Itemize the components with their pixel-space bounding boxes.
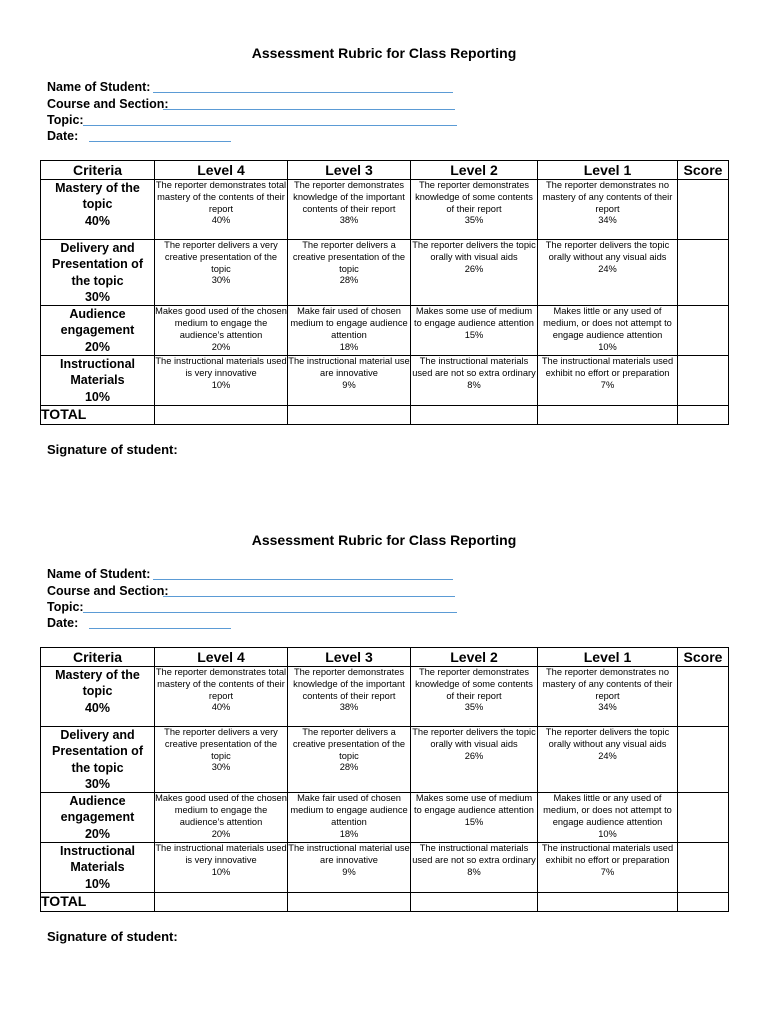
total-label: TOTAL (41, 406, 155, 425)
level-percent: 20% (211, 341, 231, 352)
column-header-criteria: Criteria (41, 648, 155, 667)
column-header-level-4: Level 4 (155, 161, 288, 180)
level-description: The reporter demonstrates no mastery of any contents of their report (542, 180, 673, 214)
rubric-form-1 (0, 44, 768, 474)
rubric-table (40, 647, 729, 912)
criteria-text: engagement (60, 323, 135, 338)
level-cell (155, 180, 288, 240)
level-description: The reporter demonstrates knowledge of the important contents of their report (293, 667, 405, 701)
field-label: Course and Section: (47, 584, 169, 598)
score-cell[interactable] (678, 356, 729, 406)
level-description: The instructional materials used are not so extra ordinary (412, 843, 536, 865)
level-percent: 9% (342, 866, 356, 877)
level-description: The reporter demonstrates knowledge of some contents of their report (415, 180, 533, 214)
criteria-weight: 40% (84, 700, 111, 715)
level-percent: 26% (464, 263, 484, 274)
level-percent: 18% (339, 341, 359, 352)
column-header-score: Score (678, 648, 729, 667)
level-percent: 28% (339, 762, 359, 773)
level-percent: 38% (339, 215, 359, 226)
field-course-and-section (47, 96, 169, 112)
score-cell[interactable] (678, 843, 729, 893)
total-cell[interactable] (288, 406, 411, 425)
level-description: Make fair used of chosen medium to engage audience attention (290, 306, 408, 340)
level-percent: 8% (467, 379, 481, 390)
criteria-cell (41, 240, 155, 306)
total-score-cell[interactable] (678, 406, 729, 425)
level-cell (538, 843, 678, 893)
total-cell[interactable] (411, 406, 538, 425)
level-cell (288, 180, 411, 240)
criteria-weight: 20% (84, 339, 111, 354)
level-percent: 24% (598, 263, 617, 274)
level-description: The instructional materials used are not so extra ordinary (412, 356, 536, 378)
level-description: The reporter delivers a very creative presentation of the topic (164, 240, 278, 274)
level-percent: 10% (211, 379, 231, 390)
level-percent: 38% (339, 702, 359, 713)
level-description: Makes good used of the chosen medium to engage the audience’s attention (155, 793, 287, 827)
criteria-text: Instructional (59, 357, 135, 372)
level-percent: 15% (464, 329, 484, 340)
level-description: The instructional materials used exhibit no effort or preparation (541, 356, 674, 378)
name-of-student-blank[interactable] (153, 92, 453, 93)
level-description: The reporter delivers the topic orally with visual aids (412, 727, 536, 749)
field-topic (47, 112, 84, 128)
level-cell (288, 306, 411, 356)
level-cell (411, 727, 538, 793)
field-name-of-student (47, 566, 150, 582)
criteria-weight: 30% (84, 776, 111, 791)
total-cell[interactable] (538, 406, 678, 425)
field-label: Course and Section: (47, 97, 169, 111)
level-description: Make fair used of chosen medium to engage audience attention (290, 793, 408, 827)
score-cell[interactable] (678, 240, 729, 306)
level-percent: 10% (598, 828, 617, 839)
rubric-form-2 (0, 531, 768, 961)
criteria-cell (41, 356, 155, 406)
criteria-text: topic (82, 684, 113, 699)
level-percent: 9% (342, 379, 356, 390)
signature-label: Signature of student: (47, 929, 178, 944)
level-description: The reporter delivers the topic orally with visual aids (412, 240, 536, 262)
table-row (41, 356, 729, 406)
level-percent: 35% (464, 702, 484, 713)
table-row (41, 793, 729, 843)
page-title: Assessment Rubric for Class Reporting (251, 532, 517, 548)
level-percent: 40% (211, 215, 231, 226)
criteria-cell (41, 843, 155, 893)
score-cell[interactable] (678, 306, 729, 356)
total-cell[interactable] (155, 406, 288, 425)
level-cell (288, 356, 411, 406)
total-cell[interactable] (411, 893, 538, 912)
criteria-text: Instructional (59, 844, 135, 859)
level-description: The reporter delivers a creative presentation of the topic (292, 240, 406, 274)
level-cell (538, 727, 678, 793)
level-cell (411, 793, 538, 843)
criteria-cell (41, 793, 155, 843)
level-description: The instructional material use are innovative (288, 843, 410, 865)
criteria-weight: 10% (84, 876, 111, 891)
table-row (41, 180, 729, 240)
score-cell[interactable] (678, 180, 729, 240)
level-description: Makes some use of medium to engage audience attention (414, 793, 534, 815)
level-cell (538, 667, 678, 727)
level-cell (538, 356, 678, 406)
level-cell (538, 793, 678, 843)
level-cell (538, 180, 678, 240)
criteria-text: Audience (69, 794, 126, 809)
criteria-weight: 40% (84, 213, 111, 228)
column-header-level-4: Level 4 (155, 648, 288, 667)
criteria-cell (41, 306, 155, 356)
level-percent: 26% (464, 750, 484, 761)
level-description: The reporter delivers the topic orally without any visual aids (545, 727, 670, 749)
table-row (41, 843, 729, 893)
level-description: The reporter demonstrates no mastery of any contents of their report (542, 667, 673, 701)
level-cell (538, 240, 678, 306)
level-description: Makes little or any used of medium, or does not attempt to engage audience attention (543, 793, 672, 827)
level-percent: 40% (211, 702, 231, 713)
level-description: The instructional materials used is very innovative (155, 843, 287, 865)
level-percent: 34% (598, 215, 617, 226)
level-percent: 8% (467, 866, 481, 877)
criteria-text: the topic (71, 273, 124, 288)
level-cell (155, 356, 288, 406)
level-cell (155, 667, 288, 727)
rubric-table (40, 160, 729, 425)
table-row (41, 667, 729, 727)
field-topic (47, 599, 84, 615)
criteria-text: Mastery of the (55, 668, 140, 682)
level-cell (155, 727, 288, 793)
table-row (41, 727, 729, 793)
level-description: The reporter demonstrates knowledge of the important contents of their report (293, 180, 405, 214)
level-percent: 30% (211, 275, 231, 286)
level-description: Makes little or any used of medium, or does not attempt to engage audience attention (543, 306, 672, 340)
score-cell[interactable] (678, 667, 729, 727)
field-label: Date: (47, 129, 79, 143)
column-header-level-1: Level 1 (538, 161, 678, 180)
level-percent: 34% (598, 702, 617, 713)
criteria-weight: 30% (84, 289, 111, 304)
level-description: The reporter delivers the topic orally without any visual aids (545, 240, 670, 262)
level-cell (288, 843, 411, 893)
level-description: Makes some use of medium to engage audience attention (414, 306, 534, 328)
level-description: The instructional material use are innovative (288, 356, 410, 378)
level-cell (155, 306, 288, 356)
level-percent: 28% (339, 275, 359, 286)
level-percent: 35% (464, 215, 484, 226)
score-cell[interactable] (678, 727, 729, 793)
table-header-row (41, 161, 729, 180)
field-label: Date: (47, 616, 79, 630)
level-cell (288, 793, 411, 843)
level-percent: 30% (211, 762, 231, 773)
column-header-level-3: Level 3 (288, 161, 411, 180)
date-blank[interactable] (89, 628, 231, 629)
date-blank[interactable] (89, 141, 231, 142)
criteria-text: Delivery and (60, 728, 135, 742)
criteria-text: Presentation of (52, 257, 143, 272)
level-percent: 7% (600, 379, 615, 390)
total-cell[interactable] (538, 893, 678, 912)
criteria-text: Audience (69, 307, 126, 322)
level-cell (288, 667, 411, 727)
level-description: The reporter delivers a very creative presentation of the topic (164, 727, 278, 761)
level-cell (411, 667, 538, 727)
level-cell (288, 240, 411, 306)
field-label: Topic: (47, 113, 84, 127)
table-row (41, 240, 729, 306)
criteria-text: topic (82, 197, 113, 212)
topic-blank[interactable] (83, 612, 457, 613)
level-cell (411, 240, 538, 306)
field-course-and-section (47, 583, 169, 599)
level-description: The reporter delivers a creative presentation of the topic (292, 727, 406, 761)
page-title: Assessment Rubric for Class Reporting (251, 45, 517, 61)
level-cell (288, 727, 411, 793)
course-and-section-blank[interactable] (163, 109, 455, 110)
field-label: Name of Student: (47, 80, 151, 94)
criteria-text: Presentation of (52, 744, 143, 759)
level-percent: 18% (339, 828, 359, 839)
name-of-student-blank[interactable] (153, 579, 453, 580)
level-description: The instructional materials used exhibit no effort or preparation (541, 843, 674, 865)
field-label: Name of Student: (47, 567, 151, 581)
level-cell (411, 180, 538, 240)
level-cell (155, 793, 288, 843)
field-label: Topic: (47, 600, 84, 614)
criteria-text: engagement (60, 810, 135, 825)
course-and-section-blank[interactable] (163, 596, 455, 597)
criteria-weight: 20% (84, 826, 111, 841)
criteria-text: Materials (70, 373, 125, 388)
level-cell (411, 356, 538, 406)
table-row (41, 306, 729, 356)
level-description: The reporter demonstrates total mastery of the contents of their report (155, 667, 287, 701)
field-name-of-student (47, 79, 150, 95)
score-cell[interactable] (678, 793, 729, 843)
criteria-cell (41, 667, 155, 727)
level-description: The instructional materials used is very innovative (155, 356, 287, 378)
field-date (47, 615, 78, 631)
level-description: The reporter demonstrates knowledge of some contents of their report (415, 667, 533, 701)
column-header-level-3: Level 3 (288, 648, 411, 667)
column-header-level-2: Level 2 (411, 161, 538, 180)
signature-label: Signature of student: (47, 442, 178, 457)
total-score-cell[interactable] (678, 893, 729, 912)
level-percent: 7% (600, 866, 615, 877)
level-description: Makes good used of the chosen medium to engage the audience’s attention (155, 306, 287, 340)
criteria-text: Mastery of the (55, 181, 140, 195)
topic-blank[interactable] (83, 125, 457, 126)
table-header-row (41, 648, 729, 667)
criteria-text: Delivery and (60, 241, 135, 255)
column-header-level-1: Level 1 (538, 648, 678, 667)
level-description: The reporter demonstrates total mastery of the contents of their report (155, 180, 287, 214)
total-cell[interactable] (155, 893, 288, 912)
level-percent: 24% (598, 750, 617, 761)
column-header-level-2: Level 2 (411, 648, 538, 667)
level-percent: 10% (211, 866, 231, 877)
level-percent: 15% (464, 816, 484, 827)
criteria-text: the topic (71, 760, 124, 775)
level-cell (155, 240, 288, 306)
total-cell[interactable] (288, 893, 411, 912)
level-percent: 10% (598, 341, 617, 352)
criteria-weight: 10% (84, 389, 111, 404)
level-cell (538, 306, 678, 356)
level-cell (411, 843, 538, 893)
total-label: TOTAL (41, 893, 155, 912)
field-date (47, 128, 78, 144)
column-header-criteria: Criteria (41, 161, 155, 180)
level-cell (411, 306, 538, 356)
total-row (41, 406, 729, 425)
criteria-cell (41, 180, 155, 240)
column-header-score: Score (678, 161, 729, 180)
criteria-cell (41, 727, 155, 793)
level-cell (155, 843, 288, 893)
total-row (41, 893, 729, 912)
level-percent: 20% (211, 828, 231, 839)
criteria-text: Materials (70, 860, 125, 875)
